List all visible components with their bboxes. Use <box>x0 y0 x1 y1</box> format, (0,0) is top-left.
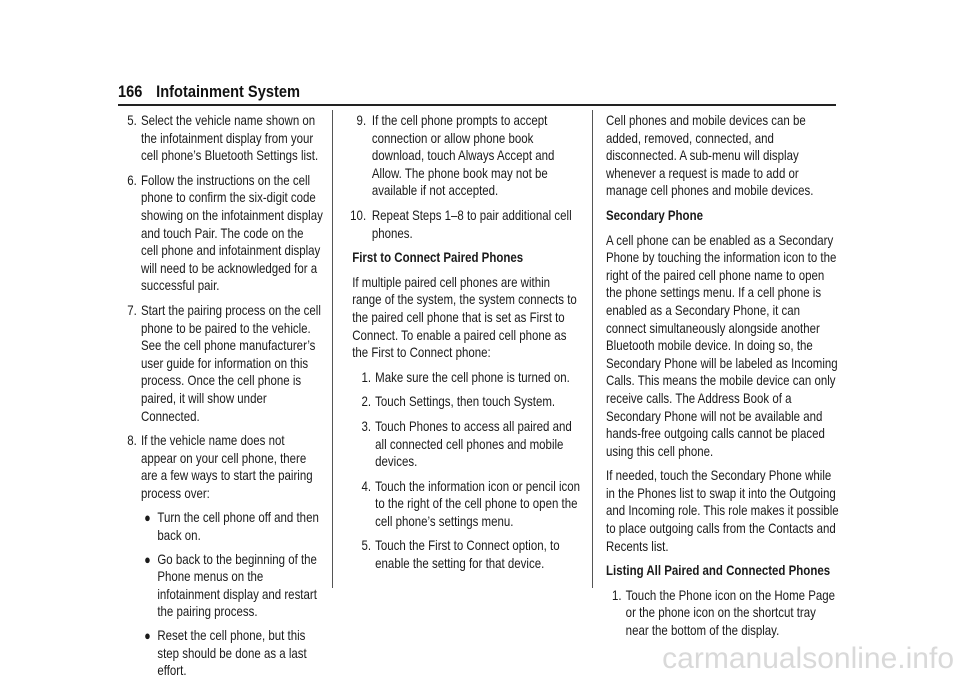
bullet-list <box>118 509 323 679</box>
bullet-text: Turn the cell phone off and then back on. <box>157 509 319 544</box>
paragraph: If needed, touch the Secondary Phone while in the Phones list to swap it into the Outgoing and Incoming role. This role makes it possible to place outgoing calls from the Contacts and Recents list. <box>606 467 839 554</box>
paragraph: If multiple paired cell phones are within range of the system, the system connects to the paired cell phone that is set as First to Connect. To enable a paired cell phone as the First to Connect phone: <box>352 273 577 361</box>
step-9 <box>344 112 582 200</box>
step-text: Make sure the cell phone is turned on. <box>375 368 570 385</box>
page-number: 166 <box>118 82 143 101</box>
step-number: 7. <box>127 301 137 318</box>
column-2 <box>344 112 582 580</box>
step-number: 4. <box>361 477 372 494</box>
step-number: 5. <box>361 537 372 554</box>
step-text: Touch the Phone icon on the Home Page or the phone icon on the shortcut tray near the bottom of the display. <box>625 586 836 639</box>
step-text: Follow the instructions on the cell phone to confirm the six-digit code showing on the infotainment display and touch Pair. The code on the cell phone and infotainment display will need to be acknowledged for a successful pair. <box>140 171 323 294</box>
numbered-list <box>344 369 582 573</box>
list-item <box>141 627 323 680</box>
bullet-text: Reset the cell phone, but this step should be done as a last effort. <box>157 627 307 679</box>
step-text: Touch the information icon or pencil icon to the right of the cell phone to open the cell phone’s settings menu. <box>375 477 581 529</box>
step-10 <box>344 207 582 242</box>
step-number: 10. <box>350 206 367 223</box>
paragraph: A cell phone can be enabled as a Secondary Phone by touching the information icon to the right of the paired cell phone name to open the phone settings menu. If a cell phone is enabled as a Secondary Phone, it can connect simultaneously alongside another Bluetooth mobile device. In doing so, the Secondary Phone will be labeled as Incoming Calls. This means the mobile device can only receive calls. The Address Book of a Secondary Phone will not be available and hands-free outgoing calls cannot be placed using this cell phone. <box>606 231 838 459</box>
step-text: Repeat Steps 1–8 to pair additional cell phones. <box>371 206 572 241</box>
step-8 <box>118 432 323 502</box>
step-5 <box>118 112 323 165</box>
step-6 <box>118 172 323 295</box>
list-item <box>352 369 582 387</box>
step-text: If the vehicle name does not appear on your cell phone, there are a few ways to start the pairing process over: <box>140 432 313 501</box>
bullet-text: Go back to the beginning of the Phone menus on the infotainment display and restart the pairing process. <box>157 550 317 620</box>
list-item <box>352 418 582 471</box>
column-divider-1 <box>332 110 333 588</box>
step-text: If the cell phone prompts to accept connection or allow phone book download, touch Always Accept and Allow. The phone book may not be available if not accepted. <box>371 112 555 199</box>
header-rule <box>118 104 836 106</box>
list-item <box>141 509 323 544</box>
step-number: 1. <box>611 586 622 603</box>
bullet-icon: ● <box>144 551 151 567</box>
list-item <box>352 478 582 531</box>
list-item <box>352 393 582 411</box>
column-divider-2 <box>592 110 593 588</box>
step-number: 6. <box>127 171 137 188</box>
section-heading: Secondary Phone <box>606 206 703 223</box>
step-number: 8. <box>127 432 137 449</box>
step-number: 3. <box>361 417 372 434</box>
list-item <box>141 551 323 621</box>
step-number: 1. <box>361 368 372 385</box>
step-number: 2. <box>361 393 372 410</box>
step-7 <box>118 302 323 425</box>
step-number: 9. <box>356 112 367 128</box>
list-item <box>352 537 582 572</box>
bullet-icon: ● <box>144 628 151 644</box>
step-text: Touch the First to Connect option, to enable the setting for that device. <box>375 537 560 572</box>
step-number: 5. <box>127 112 137 128</box>
step-text: Select the vehicle name shown on the infotainment display from your cell phone’s Bluetooth Settings list. <box>140 112 319 164</box>
section-heading: Listing All Paired and Connected Phones <box>606 562 831 579</box>
column-1 <box>118 112 323 686</box>
page-header <box>118 82 300 102</box>
step-text: Touch Settings, then touch System. <box>375 393 556 410</box>
section-heading: First to Connect Paired Phones <box>352 249 524 266</box>
paragraph: Cell phones and mobile devices can be added, removed, connected, and disconnected. A sub-menu will display whenever a request is made to add or manage cell phones and mobile devices. <box>606 112 814 199</box>
column-3 <box>606 112 840 647</box>
bullet-icon: ● <box>144 510 151 526</box>
list-item <box>606 587 840 640</box>
step-text: Start the pairing process on the cell phone to be paired to the vehicle. See the cell phone manufacturer’s user guide for information on this process. Once the cell phone is paired, it will show under Connected. <box>140 301 321 424</box>
step-text: Touch Phones to access all paired and all connected cell phones and mobile devices. <box>375 417 572 470</box>
watermark: carmanualsonline.info <box>662 642 954 675</box>
section-title: Infotainment System <box>156 82 300 101</box>
